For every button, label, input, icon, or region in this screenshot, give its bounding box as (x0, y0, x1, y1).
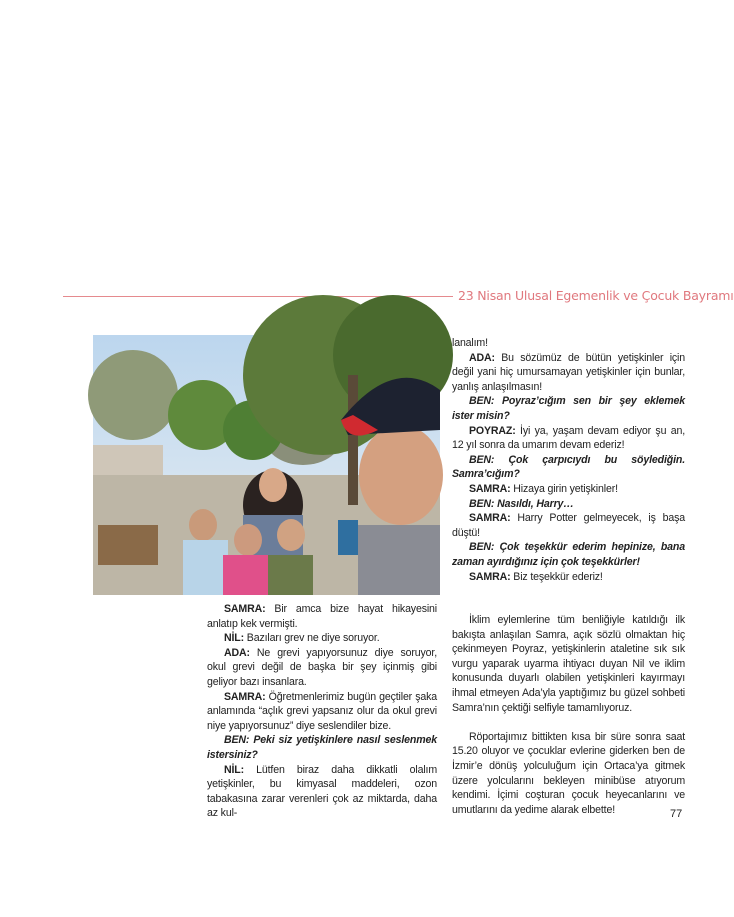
interviewer-question: BEN: Çok teşekkür ederim hepinize, bana zaman ayırdığınız için çok teşekkürler! (452, 541, 685, 568)
dialogue-line (207, 602, 437, 631)
dialogue-text: Bazıları grev ne diye soruyor. (246, 632, 380, 645)
speaker-name: ADA: (224, 646, 250, 659)
speaker-name: NİL: (224, 763, 244, 776)
speaker-name: NİL: (224, 632, 244, 645)
dialogue-text: Ne grevi yapıyorsunuz diye soruyor, okul grevi değil de başka bir şey içinmiş gibi geliyor bazı insanlara. (207, 646, 438, 688)
body-paragraph: Röportajımız bittikten kısa bir süre sonra saat 15.20 oluyor ve çocuklar evlerine giderken ben de İzmir’e dönüş yolculuğum için Ortaca’ya gitmek üzere yolcularını bekleyen minibüse atıyorum kendimi. İçimi coşturan çocuk heyecanlarını ve umutlarını da yedime alarak elbette! (452, 730, 685, 816)
dialogue-line (452, 351, 685, 395)
speaker-name: SAMRA: (224, 603, 266, 615)
dialogue-text: Bir amca bize hayat hikayesini anlatıp kek vermişti. (207, 603, 437, 630)
dialogue-line (452, 482, 685, 497)
dialogue-line (452, 570, 685, 585)
dialogue-line (207, 690, 437, 734)
dialogue-line (207, 763, 437, 821)
interviewer-question: BEN: Poyraz’cığım sen bir şey eklemek ister misin? (452, 395, 685, 422)
interviewer-question: BEN: Peki siz yetişkinlere nasıl seslenmek istersiniz? (207, 734, 437, 761)
speaker-name: SAMRA: (469, 482, 511, 495)
dialogue-text: Lütfen biraz daha dikkatli olalım yetişkinler, bu kimyasal maddeleri, ozon tabakasına zarar verenleri çok az miktarda, daha az kul- (207, 763, 438, 820)
dialogue-line (207, 631, 437, 646)
running-header: 23 Nisan Ulusal Egemenlik ve Çocuk Bayramı (458, 288, 734, 303)
right-column-text (452, 336, 685, 817)
dialogue-line (452, 424, 685, 453)
speaker-name: POYRAZ: (469, 424, 516, 437)
interviewer-question: BEN: Çok çarpıcıydı bu söylediğin. Samra’cığım? (452, 453, 685, 481)
continued-text: lanalım! (452, 337, 488, 349)
interviewer-question: BEN: Nasıldı, Harry… (469, 497, 574, 510)
speaker-name: SAMRA: (469, 512, 511, 525)
dialogue-line (207, 646, 437, 690)
selfie-photo (93, 335, 440, 595)
dialogue-text: Biz teşekkür ederiz! (513, 570, 603, 583)
dialogue-text: İyi ya, yaşam devam ediyor şu an, 12 yıl sonra da umarım devam ederiz! (452, 424, 685, 452)
page-number: 77 (670, 808, 683, 820)
left-column-text (207, 602, 437, 821)
dialogue-line (452, 511, 685, 540)
speaker-name: SAMRA: (224, 690, 266, 703)
dialogue-text: Bu sözümüz de bütün yetişkinler için değil yani hiç umursamayan yetişkinler için bunlar, yanlış anlaşılmasın! (452, 351, 686, 393)
dialogue-text: Harry Potter gelmeyecek, iş başa düştü! (452, 512, 685, 539)
speaker-name: ADA: (469, 351, 495, 364)
dialogue-text: Öğretmenlerimiz bugün geçtiler şaka anlamında “açlık grevi yapsanız olur da okul grevi niye yapıyorsunuz” diye seslendiler bize. (207, 690, 437, 732)
dialogue-text: Hizaya girin yetişkinler! (513, 482, 618, 495)
speaker-name: SAMRA: (469, 570, 511, 583)
body-paragraph: İklim eylemlerine tüm benliğiyle katıldığı ilk bakışta anlaşılan Samra, açık sözlü olmaktan hiç çekinmeyen Poyraz, yetişkinlerin ataletine sık sık vurgu yaparak uyarma ihtiyacı duyan Nil ve iklim konusunda duyarlı olabilen yetişkinleri kayırmayı ihmal etmeyen Ada’yla yaptığımız bu güzel sohbeti Samra’nın çektiği selfiyle tamamlıyoruz. (452, 614, 685, 714)
